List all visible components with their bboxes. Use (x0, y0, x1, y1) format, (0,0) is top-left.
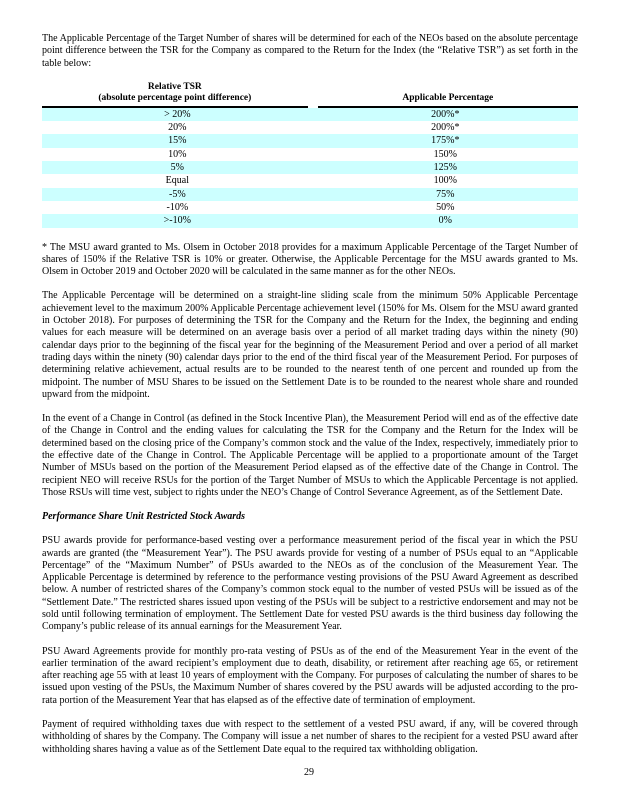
paragraph-intro: The Applicable Percentage of the Target Number of shares will be determined for each of the NEOs based on the absolute percentage point difference between the TSR for the Company as compared to the Return for the Index (the “Relative TSR”) as set forth in the table below: (42, 33, 578, 69)
table-row (42, 174, 578, 187)
table-row (42, 108, 578, 121)
percentage-cell: 0% (438, 215, 452, 227)
percentage-cell: 125% (433, 162, 457, 174)
paragraph-pro-rata-vesting: PSU Award Agreements provide for monthly pro-rata vesting of PSUs as of the end of the Measurement Year in the event of the earlier termination of the award recipient’s employment due to death, disability, or retirement after reaching age 65, or retirement after reaching age 55 with at least 10 years of employment with the Company. For purposes of calculating the number of shares to be issued upon vesting of the PSUs, the Maximum Number of shares covered by the PSU awards will be adjusted according to the pro-rata portion of the Measurement Year that has elapsed as of the effective date of termination of employment. (42, 645, 578, 706)
tsr-cell: > 20% (164, 108, 191, 120)
percentage-cell: 75% (436, 188, 455, 200)
paragraph-withholding: Payment of required withholding taxes due with respect to the settlement of a vested PSU award, if any, will be covered through withholding of shares by the Company. The Company will issue a net number of shares to the recipient for a vested PSU award after withholding shares having a value as of the Settlement Date equal to the required tax withholding obligation. (42, 719, 578, 755)
tsr-cell: 15% (168, 135, 187, 147)
table-row (42, 214, 578, 227)
tsr-cell: -5% (169, 188, 186, 200)
paragraph-sliding-scale: The Applicable Percentage will be determined on a straight-line sliding scale from the minimum 50% Applicable Percentage achievement level to the maximum 200% Applicable Percentage achievement level (150% for Ms. Olsem for the MSU award granted in October 2018). For purposes of determining the TSR for the Company and the Return for the Index, the beginning and ending values for each measure will be determined on an average basis over a period of all market trading days within the ninety (90) calendar days prior to the beginning of the fiscal year for the beginning of the Measurement Period and over a period of all market trading days within the ninety (90) calendar days prior to the end of the third fiscal year of the Measurement Period. For purposes of determining relative achievement, actual results are to be rounded to the nearest tenth of one percent and rounded up from the midpoint. The number of MSU Shares to be issued on the Settlement Date is to be rounded to the nearest whole share and rounded upward from the midpoint. (42, 290, 578, 400)
table-row (42, 161, 578, 174)
tsr-cell: 5% (170, 162, 184, 174)
page-number: 29 (304, 767, 314, 778)
table-footnote: * The MSU award granted to Ms. Olsem in October 2018 provides for a maximum Applicable Percentage of the Target Number of shares of 150% if the Relative TSR is 10% or greater. Otherwise, the Applicable Percentage for the MSU awards granted to Ms. Olsem in October 2019 and October 2020 will be calculated in the same manner as for the other NEOs. (42, 241, 578, 278)
tsr-cell: 20% (168, 122, 187, 134)
tsr-cell: Equal (165, 175, 189, 187)
table-row (42, 188, 578, 201)
table-row (42, 148, 578, 161)
relative-tsr-table (42, 82, 578, 228)
tsr-cell: -10% (166, 201, 189, 213)
table-header (42, 82, 578, 108)
column-header-applicable-percentage (313, 82, 578, 108)
percentage-cell: 175%* (431, 135, 460, 147)
paragraph-psu-vesting: PSU awards provide for performance-based vesting over a performance measurement period of the fiscal year in which the PSU awards are granted (the “Measurement Year”). The PSU awards provide for vesting of a number of PSUs equal to an “Applicable Percentage” of the “Maximum Number” of PSUs awarded to the NEOs as of the conclusion of the Measurement Year. The Applicable Percentage is determined by reference to the performance vesting provisions of the PSU Award Agreement as described below. A number of restricted shares of the Company’s common stock equal to the number of vested PSUs will be issued as of the “Settlement Date.” The restricted shares issued upon vesting of the PSUs will be subject to a restrictive endorsement and may not be sold until following termination of employment. The Settlement Date for vested PSU awards is the third business day following the Company’s public release of its annual earnings for the Measurement Year. (42, 535, 578, 633)
percentage-cell: 50% (436, 201, 455, 213)
percentage-cell: 100% (433, 175, 457, 187)
percentage-cell: 200%* (431, 108, 460, 120)
table-row (42, 201, 578, 214)
table-body (42, 108, 578, 228)
column-header-relative-tsr (42, 82, 313, 108)
tsr-cell: 10% (168, 148, 187, 160)
table-row (42, 134, 578, 147)
tsr-cell: >-10% (163, 215, 191, 227)
table-row (42, 121, 578, 134)
percentage-cell: 200%* (431, 122, 460, 134)
paragraph-change-in-control: In the event of a Change in Control (as defined in the Stock Incentive Plan), the Measurement Period will end as of the effective date of the Change in Control and the ending values for calculating the TSR for the Company and the Return for the Index will be determined based on the closing price of the Company’s common stock and the value of the Index, respectively, immediately prior to the effective date of the Change in Control. The Applicable Percentage will be applied to a proportionate amount of the Target Number of MSUs based on the portion of the Measurement Period elapsed as of the effective date of the Change in Control. The recipient NEO will receive RSUs for the portion of the Target Number of MSUs to which the Applicable Percentage is not applied. Those RSUs will time vest, subject to rights under the NEO’s Change of Control Severance Agreement, as of the Settlement Date. (42, 413, 578, 498)
column-header-relative-tsr-line2: (absolute percentage point difference) (98, 92, 252, 103)
percentage-cell: 150% (433, 148, 457, 160)
section-heading-psu-awards: Performance Share Unit Restricted Stock Awards (42, 511, 246, 523)
column-header-relative-tsr-line1: Relative TSR (147, 81, 202, 92)
column-header-applicable-percentage-label: Applicable Percentage (402, 92, 494, 103)
